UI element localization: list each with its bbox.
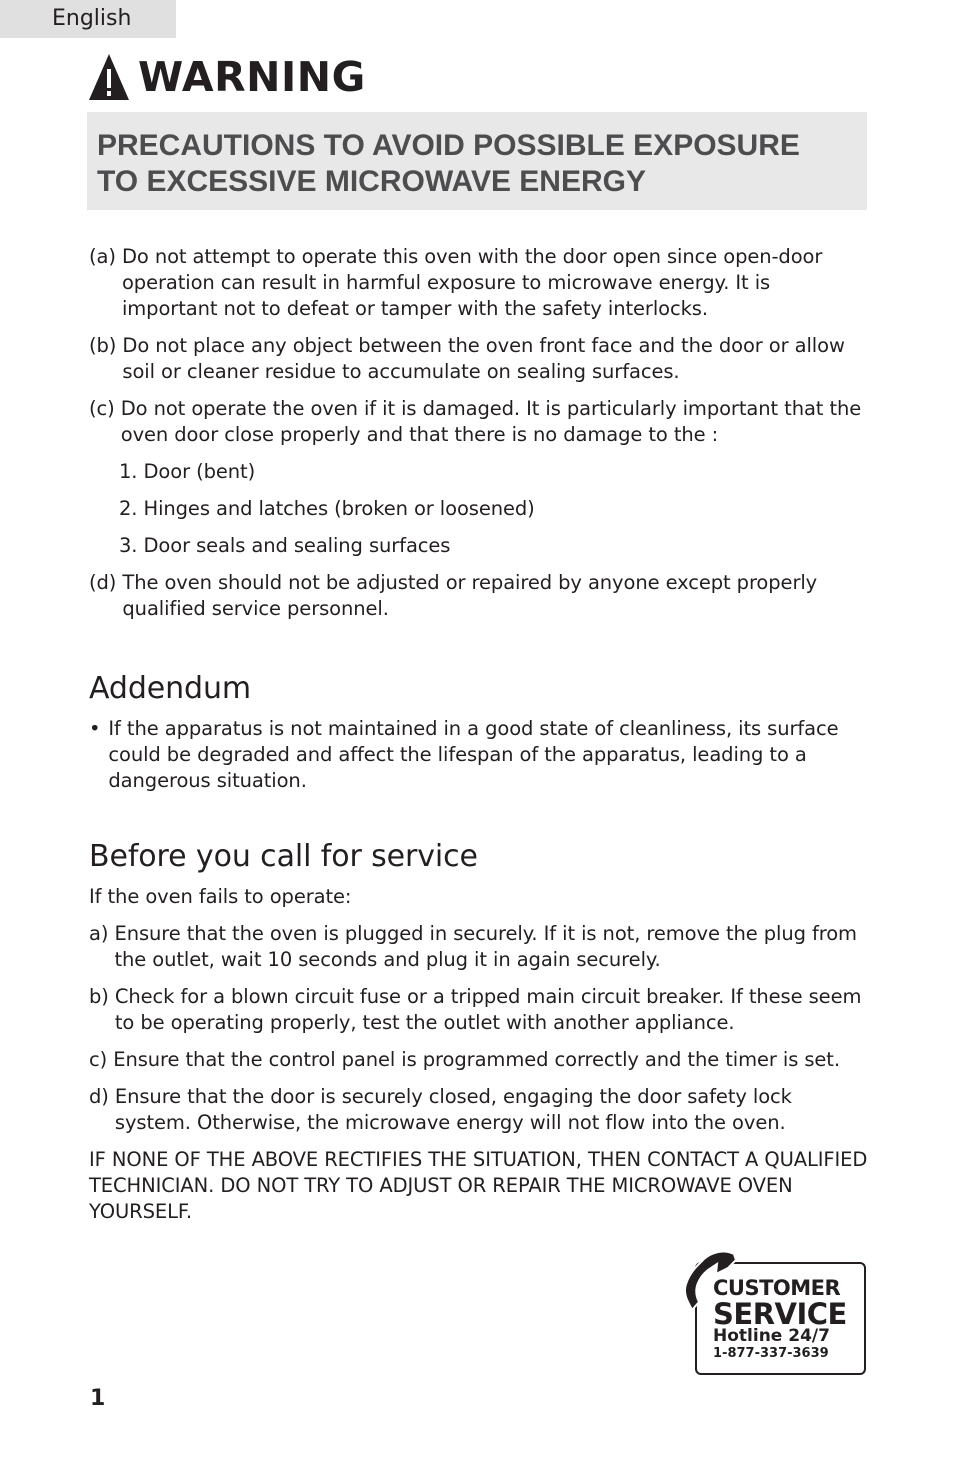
customer-label: CUSTOMER [713, 1276, 841, 1300]
warning-header [88, 52, 366, 102]
item-marker: (c) [89, 397, 121, 420]
item-marker: c) [89, 1048, 114, 1071]
precautions-title: PRECAUTIONS TO AVOID POSSIBLE EXPOSURE TO EXCESSIVE MICROWAVE ENERGY [97, 129, 800, 198]
service-item [89, 1084, 869, 1136]
item-text: Ensure that the oven is plugged in securely. If it is not, remove the plug from the outlet, wait 10 seconds and plug it in again securely. [114, 922, 857, 971]
item-text: Ensure that the door is securely closed, engaging the door safety lock system. Otherwise, the microwave energy will not flow into the oven. [114, 1085, 792, 1134]
damage-sub-item: 1. Door (bent) [119, 460, 256, 483]
addendum-heading: Addendum [89, 671, 252, 706]
item-text: Do not attempt to operate this oven with the door open since open-door operation can result in harmful exposure to microwave energy. It is important not to defeat or tamper with the safety interlocks. [121, 245, 823, 320]
language-tab: English [0, 0, 176, 38]
item-marker: (a) [89, 245, 122, 268]
damage-sub-item: 2. Hinges and latches (broken or loosened) [119, 497, 535, 520]
precaution-item [89, 244, 869, 322]
customer-service-logo [684, 1250, 868, 1378]
warning-triangle-icon [88, 52, 130, 102]
service-heading: Before you call for service [89, 839, 478, 874]
item-text: The oven should not be adjusted or repaired by anyone except properly qualified service personnel. [122, 571, 818, 620]
item-marker: b) [89, 985, 115, 1008]
warning-title: WARNING [138, 53, 366, 101]
service-item [89, 1047, 869, 1073]
precaution-item [89, 333, 869, 385]
item-text: Do not operate the oven if it is damaged. It is particularly important that the oven door close properly and that there is no damage to the : [120, 397, 862, 446]
service-item [89, 984, 869, 1036]
service-intro: If the oven fails to operate: [89, 885, 352, 908]
item-marker: d) [89, 1085, 115, 1108]
addendum-item [89, 716, 869, 794]
service-label: SERVICE [713, 1297, 847, 1331]
precaution-item [89, 570, 869, 622]
addendum-text: If the apparatus is not maintained in a good state of cleanliness, its surface could be degraded and affect the lifespan of the apparatus, leading to a dangerous situation. [108, 717, 839, 792]
hotline-phone-number: 1-877-337-3639 [713, 1346, 829, 1361]
item-marker: (d) [89, 571, 123, 594]
precautions-banner [87, 112, 867, 210]
bullet: • [89, 717, 101, 740]
item-marker: (b) [89, 334, 123, 357]
damage-sub-item: 3. Door seals and sealing surfaces [119, 534, 451, 557]
item-text: Check for a blown circuit fuse or a tripped main circuit breaker. If these seem to be operating properly, test the outlet with another appliance. [114, 985, 862, 1034]
hotline-label: Hotline 24/7 [713, 1326, 830, 1346]
page-number: 1 [90, 1386, 106, 1411]
document-body [89, 244, 869, 1236]
item-marker: a) [89, 922, 115, 945]
closing-notice: IF NONE OF THE ABOVE RECTIFIES THE SITUATION, THEN CONTACT A QUALIFIED TECHNICIAN. DO NOT TRY TO ADJUST OR REPAIR THE MICROWAVE OVEN YOURSELF. [89, 1148, 868, 1223]
precaution-item [89, 396, 869, 448]
item-text: Do not place any object between the oven front face and the door or allow soil or cleaner residue to accumulate on sealing surfaces. [122, 334, 845, 383]
item-text: Ensure that the control panel is programmed correctly and the timer is set. [113, 1048, 840, 1071]
service-item [89, 921, 869, 973]
